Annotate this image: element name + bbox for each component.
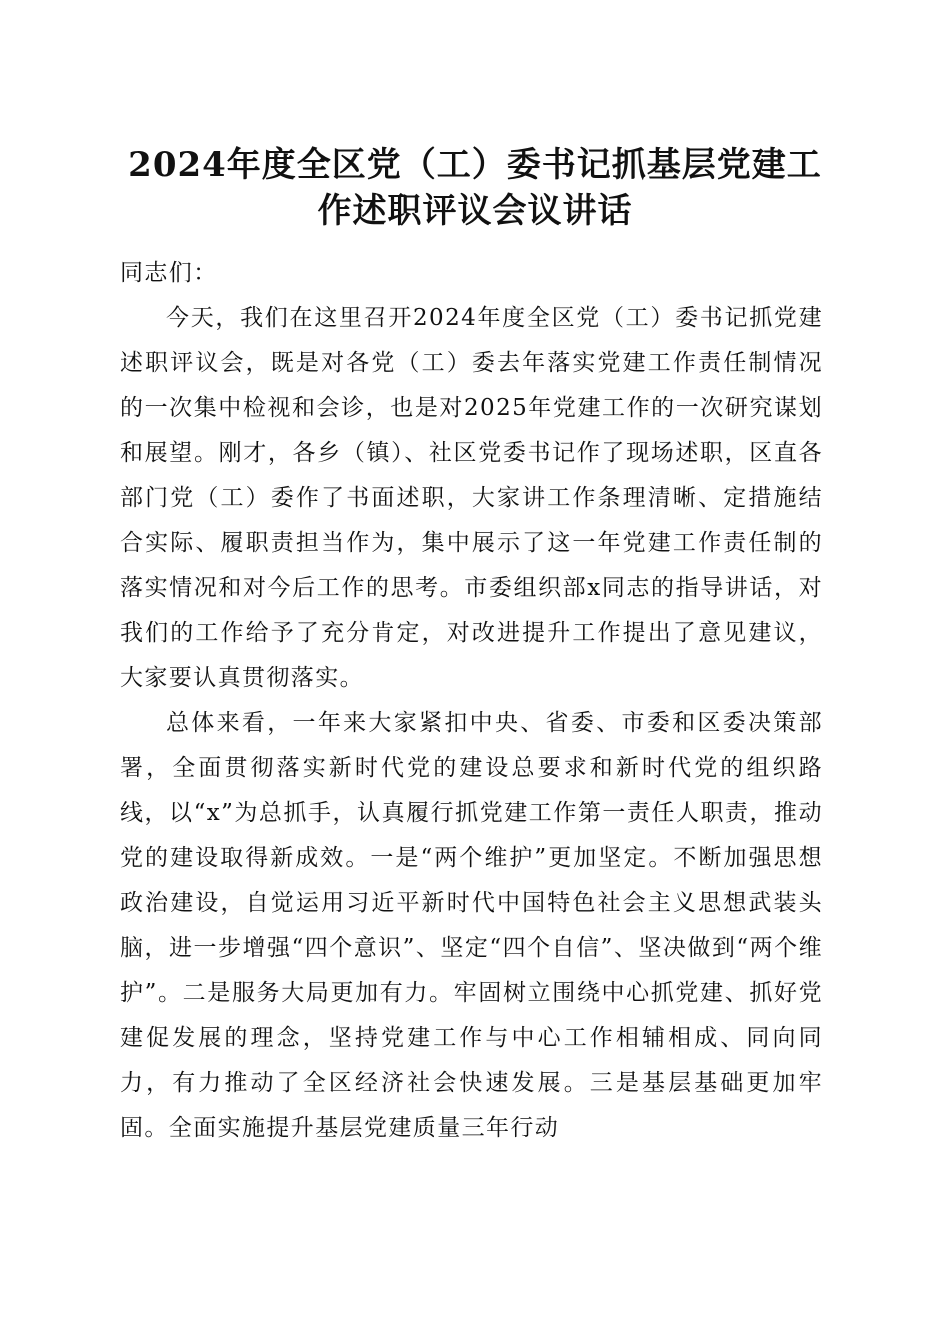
paragraph-summary: 总体来看，一年来大家紧扣中央、省委、市委和区委决策部署，全面贯彻落实新时代党的建设总要求和新时代党的组织路线，以“x”为总抓手，认真履行抓党建工作第一责任人职责，推动党的建设取得新成效。一是“两个维护”更加坚定。不断加强思想政治建设，自觉运用习近平新时代中国特色社会主义思想武装头脑，进一步增强“四个意识”、坚定“四个自信”、坚决做到“两个维护”。二是服务大局更加有力。牢固树立围绕中心抓党建、抓好党建促发展的理念，坚持党建工作与中心工作相辅相成、同向同力，有力推动了全区经济社会快速发展。三是基层基础更加牢固。全面实施提升基层党建质量三年行动 [120, 710, 823, 1141]
title-line-2: 作述职评议会议讲话 [317, 191, 633, 231]
document-title [100, 142, 850, 234]
paragraph-opening: 今天，我们在这里召开2024年度全区党（工）委书记抓党建述职评议会，既是对各党（工）委去年落实党建工作责任制情况的一次集中检视和会诊，也是对2025年党建工作的一次研究谋划和展望。刚才，各乡（镇）、社区党委书记作了现场述职，区直各部门党（工）委作了书面述职，大家讲工作条理清晰、定措施结合实际、履职责担当作为，集中展示了这一年党建工作责任制的落实情况和对今后工作的思考。市委组织部x同志的指导讲话，对我们的工作给予了充分肯定，对改进提升工作提出了意见建议，大家要认真贯彻落实。 [120, 305, 823, 691]
document-body [120, 251, 823, 1151]
salutation: 同志们： [120, 260, 218, 286]
title-line-1: 2024年度全区党（工）委书记抓基层党建工 [128, 145, 822, 185]
